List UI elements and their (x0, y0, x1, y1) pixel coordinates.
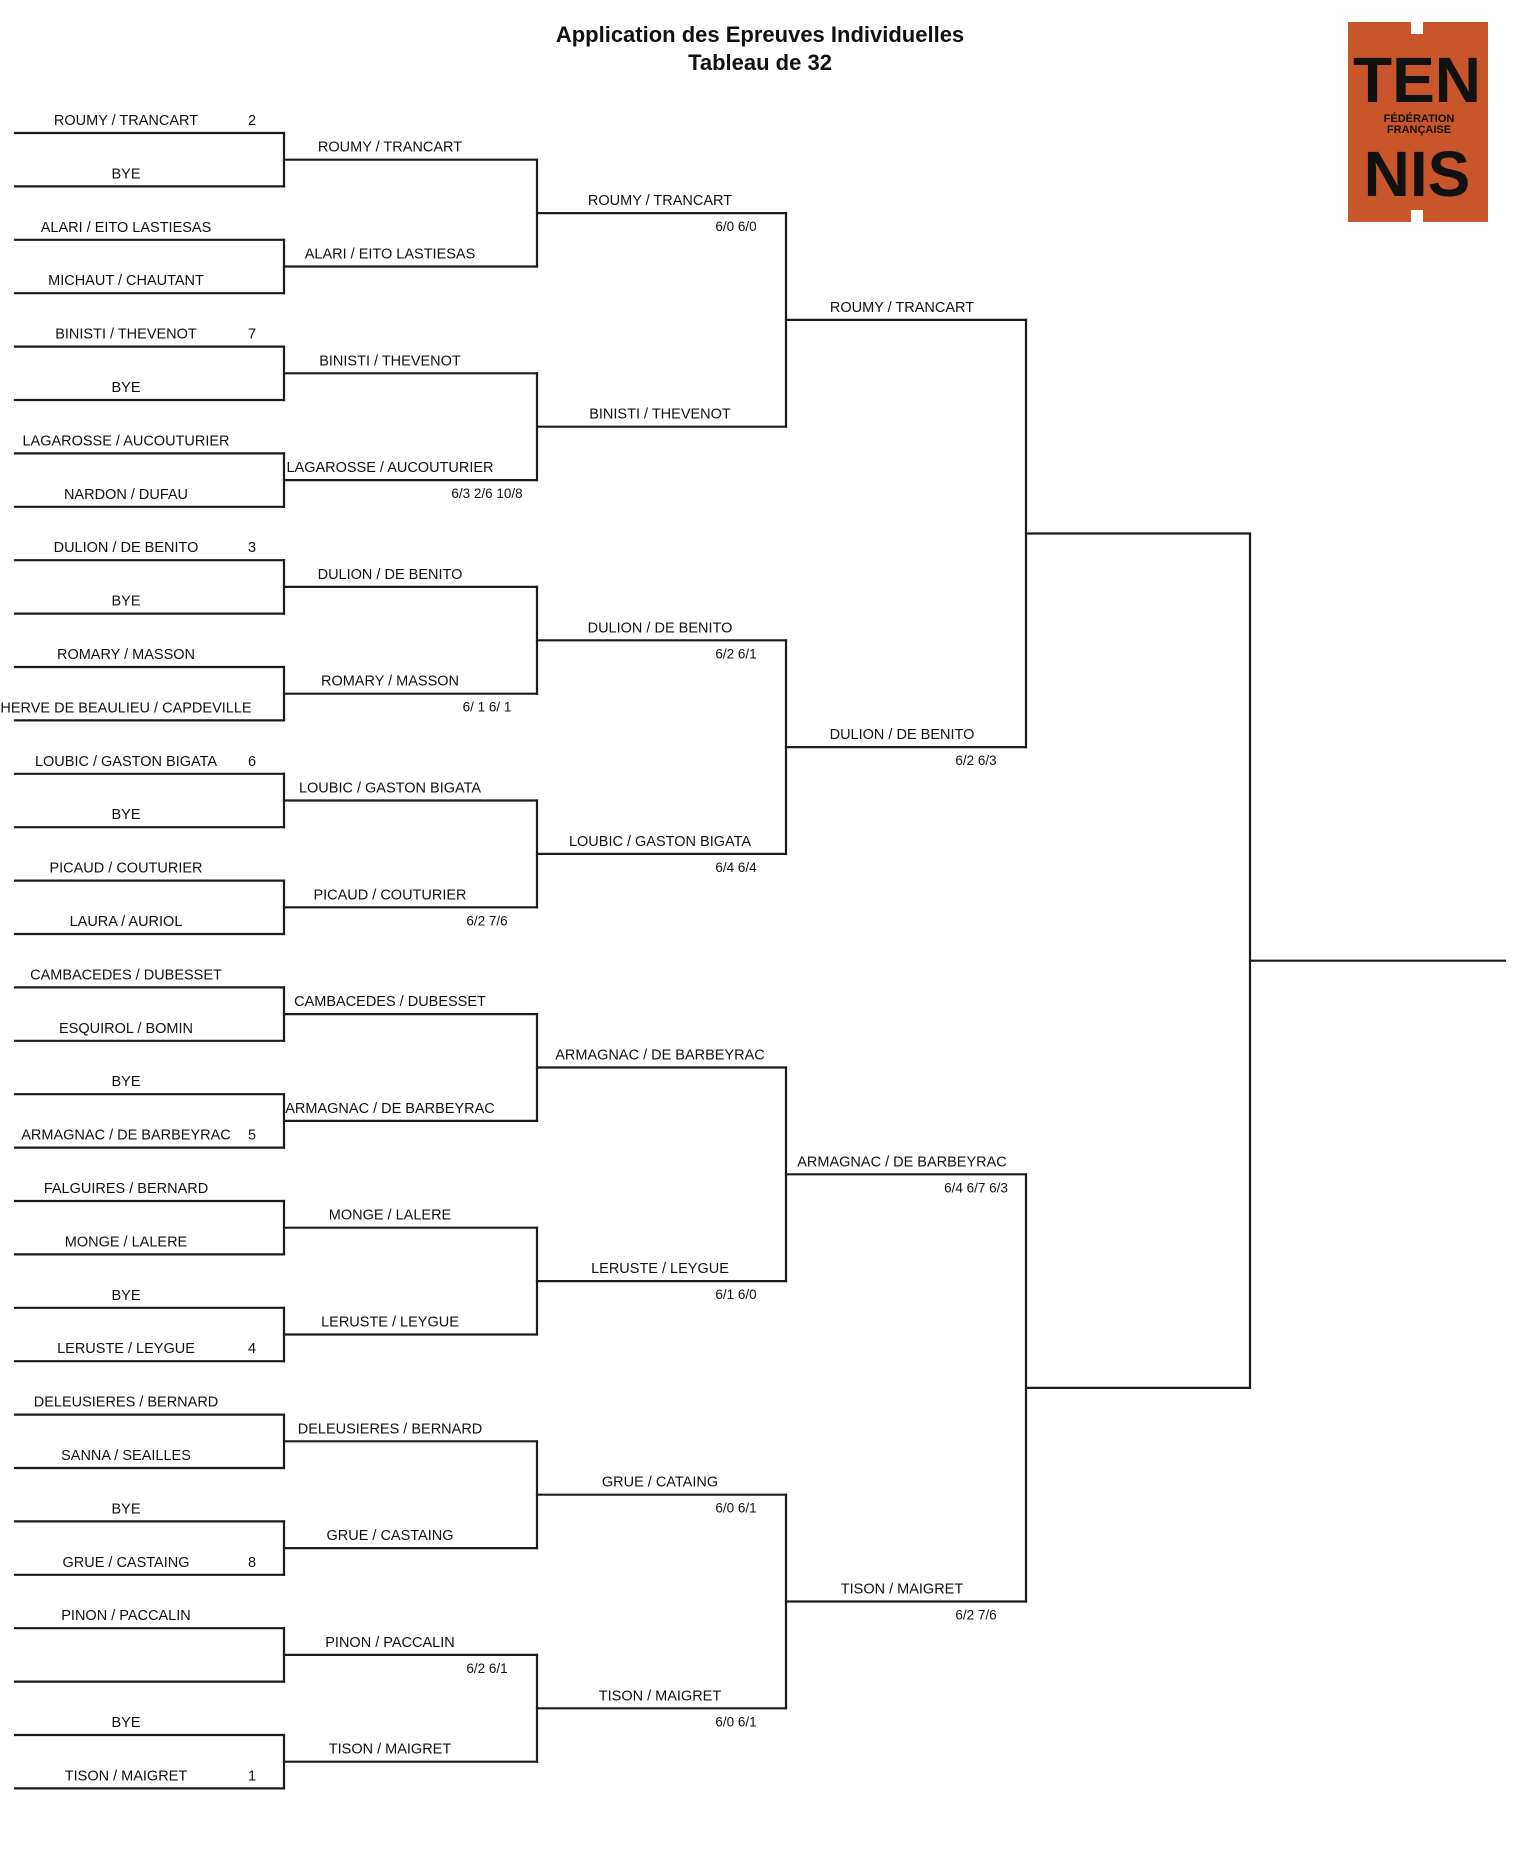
round1-name: SANNA / SEAILLES (61, 1448, 191, 1464)
round1-name: PINON / PACCALIN (61, 1608, 191, 1625)
round1-name: BYE (111, 1074, 141, 1091)
round2-name: ALARI / EITO LASTIESAS (304, 246, 476, 263)
round2-name: PINON / PACCALIN (325, 1634, 455, 1651)
round3-score: 6/0 6/1 (715, 1500, 757, 1516)
round3-score: 6/4 6/4 (715, 859, 757, 875)
fft-tennis-logo (1348, 22, 1488, 222)
round2-score: 6/3 2/6 10/8 (451, 486, 523, 502)
round1-name: BYE (111, 1287, 141, 1304)
round1-name: GRUE / CASTAING (62, 1554, 190, 1571)
round2-name: LAGAROSSE / AUCOUTURIER (286, 460, 494, 477)
round1-name: TISON / MAIGRET (64, 1768, 188, 1785)
round2-name: LERUSTE / LEYGUE (321, 1314, 459, 1331)
round2-name: MONGE / LALERE (328, 1207, 452, 1224)
bracket-subtitle: Tableau de 32 (688, 50, 832, 75)
round4-score: 6/2 7/6 (955, 1607, 997, 1623)
round4-name: ROUMY / TRANCART (829, 299, 975, 316)
round1-name: NARDON / DUFAU (63, 486, 189, 503)
round4-name: DULION / DE BENITO (829, 727, 975, 744)
round3-name: GRUE / CATAING (601, 1474, 719, 1491)
round1-seed: 1 (247, 1768, 257, 1785)
round1-name: HERVE DE BEAULIEU / CAPDEVILLE (0, 700, 252, 717)
round2-name: DULION / DE BENITO (317, 566, 463, 583)
round4-score: 6/4 6/7 6/3 (944, 1180, 1008, 1196)
round2-name: LOUBIC / GASTON BIGATA (298, 780, 482, 797)
bracket-labels (0, 113, 1007, 1784)
logo-notch-bottom (1411, 210, 1423, 222)
round1-seed: 8 (247, 1554, 257, 1571)
round1-name: BYE (111, 380, 141, 396)
round1-name: BINISTI / THEVENOT (55, 326, 197, 343)
round2-name: PICAUD / COUTURIER (313, 887, 467, 904)
round3-name: LOUBIC / GASTON BIGATA (568, 833, 752, 850)
round3-score: 6/0 6/0 (715, 219, 757, 235)
round4-name: ARMAGNAC / DE BARBEYRAC (797, 1154, 1007, 1171)
round1-name: MICHAUT / CHAUTANT (48, 273, 204, 290)
round1-seed: 4 (247, 1341, 257, 1358)
round3-score: 6/2 6/1 (715, 646, 757, 662)
round2-name: GRUE / CASTAING (326, 1528, 454, 1545)
round2-name: ARMAGNAC / DE BARBEYRAC (285, 1100, 495, 1117)
round1-name: ARMAGNAC / DE BARBEYRAC (21, 1127, 231, 1144)
round1-seed: 5 (247, 1127, 257, 1144)
round1-name: DULION / DE BENITO (53, 540, 199, 557)
round1-name: ALARI / EITO LASTIESAS (40, 219, 212, 236)
round2-name: DELEUSIERES / BERNARD (297, 1421, 483, 1438)
round1-name: ROUMY / TRANCART (53, 113, 199, 129)
round3-score: 6/0 6/1 (715, 1714, 757, 1730)
round1-name: LOUBIC / GASTON BIGATA (34, 753, 218, 770)
round2-name: CAMBACEDES / DUBESSET (294, 994, 486, 1011)
round3-name: ARMAGNAC / DE BARBEYRAC (555, 1047, 765, 1064)
round3-score: 6/1 6/0 (715, 1287, 757, 1303)
round1-seed: 7 (247, 326, 257, 343)
round1-name: FALGUIRES / BERNARD (43, 1181, 209, 1197)
logo-text-federation: FÉDÉRATION (1383, 113, 1455, 125)
round3-name: DULION / DE BENITO (587, 620, 733, 637)
logo-notch-top (1411, 22, 1423, 34)
logo-text-bottom: NIS (1363, 138, 1471, 210)
round3-name: LERUSTE / LEYGUE (591, 1261, 729, 1278)
round2-name: ROMARY / MASSON (320, 673, 460, 690)
round2-name: ROUMY / TRANCART (317, 139, 463, 156)
round1-name: LAGAROSSE / AUCOUTURIER (22, 433, 230, 450)
round2-name: TISON / MAIGRET (328, 1741, 452, 1758)
logo-text-francaise: FRANÇAISE (1386, 124, 1452, 136)
round1-name: LAURA / AURIOL (69, 914, 183, 930)
round1-name: ESQUIROL / BOMIN (58, 1020, 194, 1037)
round3-name: BINISTI / THEVENOT (589, 406, 731, 423)
round2-score: 6/2 7/6 (466, 913, 508, 929)
round1-name: DELEUSIERES / BERNARD (33, 1394, 219, 1411)
round1-seed: 6 (247, 753, 257, 770)
round2-score: 6/2 6/1 (466, 1660, 508, 1676)
round3-name: TISON / MAIGRET (598, 1688, 722, 1705)
round2-name: BINISTI / THEVENOT (319, 353, 461, 370)
round1-seed: 3 (247, 540, 257, 557)
round1-name: LERUSTE / LEYGUE (57, 1341, 195, 1358)
round4-name: TISON / MAIGRET (840, 1581, 964, 1598)
round1-name: BYE (111, 1501, 141, 1518)
round1-name: CAMBACEDES / DUBESSET (30, 967, 222, 984)
round4-score: 6/2 6/3 (955, 753, 997, 769)
logo-text-top: TEN (1353, 44, 1481, 116)
bracket-lines (15, 133, 1505, 1788)
round1-seed: 2 (247, 113, 257, 129)
round1-name: ROMARY / MASSON (56, 647, 196, 663)
bracket-title: Application des Epreuves Individuelles (555, 22, 965, 47)
round2-score: 6/ 1 6/ 1 (462, 699, 512, 715)
round1-name: BYE (111, 593, 141, 610)
round1-name: BYE (111, 807, 141, 824)
round3-name: ROUMY / TRANCART (587, 193, 733, 210)
round1-name: BYE (111, 166, 141, 183)
round1-name: MONGE / LALERE (64, 1234, 188, 1251)
round1-name: PICAUD / COUTURIER (49, 860, 203, 877)
round1-name: BYE (111, 1715, 141, 1731)
